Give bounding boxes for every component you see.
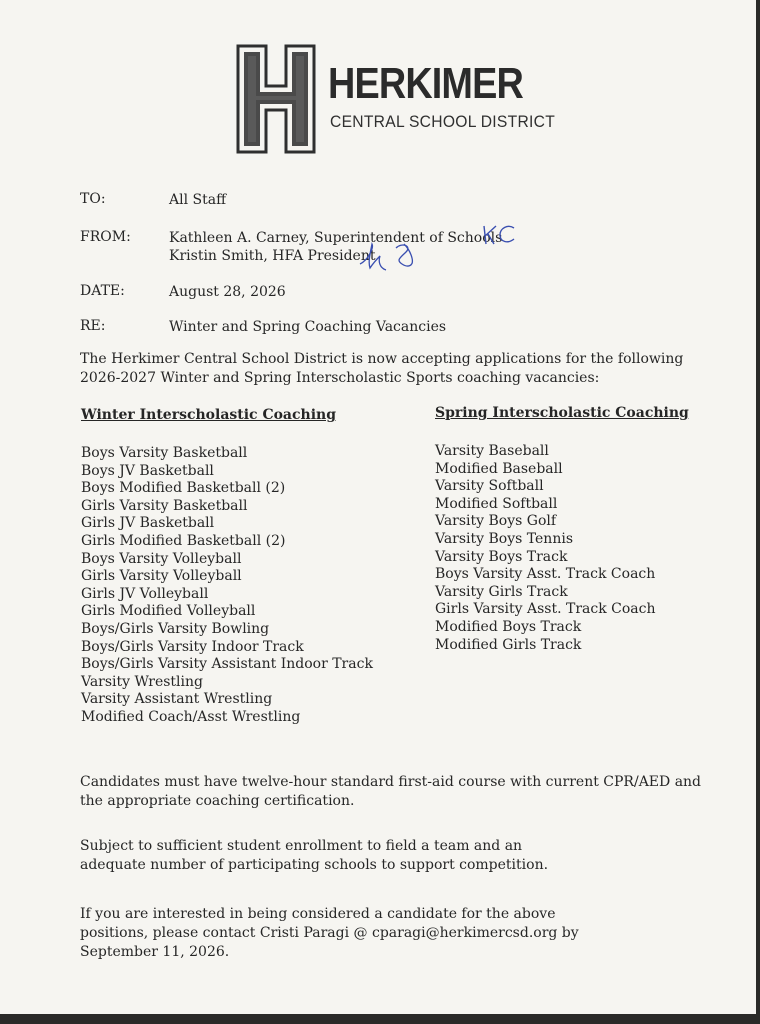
to-label: TO: [80,191,106,207]
list-item: Modified Baseball [435,460,563,477]
list-item: Boys Varsity Volleyball [81,550,242,567]
requirements-paragraph: Candidates must have twelve-hour standard first-aid course with current CPR/AED and the appropriate coaching certification. [80,774,702,809]
list-item: Boys/Girls Varsity Bowling [81,620,270,637]
re-value: Winter and Spring Coaching Vacancies [169,319,447,335]
conditions-paragraph: Subject to sufficient student enrollment to field a team and an adequate number of participating schools to support competition. [80,838,549,873]
list-item: Modified Softball [435,495,558,512]
district-logo [236,44,556,156]
spring-heading: Spring Interscholastic Coaching [435,405,689,421]
list-item: Modified Coach/Asst Wrestling [81,708,301,725]
winter-list [81,445,373,727]
superintendent-initials-signature [480,222,520,248]
list-item: Boys JV Basketball [81,462,214,479]
list-item: Girls Varsity Volleyball [81,568,242,585]
list-item: Boys Varsity Asst. Track Coach [435,566,656,583]
list-item: Boys Varsity Basketball [81,445,248,461]
list-item: Varsity Softball [435,478,544,495]
list-item: Boys/Girls Varsity Indoor Track [81,638,304,655]
date-value: August 28, 2026 [169,284,286,300]
to-value: All Staff [169,192,227,208]
list-item: Varsity Baseball [435,443,549,459]
list-item: Boys Modified Basketball (2) [81,480,286,497]
list-item: Modified Girls Track [435,636,582,653]
list-item: Girls Modified Volleyball [81,603,256,620]
list-item: Modified Boys Track [435,618,582,635]
winter-coaching-column [81,406,373,727]
list-item: Girls Varsity Asst. Track Coach [435,601,656,618]
from-line-2: Kristin Smith, HFA President [169,248,376,264]
president-initials-signature [356,240,422,274]
from-label: FROM: [80,229,131,245]
list-item: Varsity Assistant Wrestling [81,691,273,708]
list-item: Girls Modified Basketball (2) [81,532,286,549]
spring-list [435,443,689,654]
h-monogram-logo [236,44,316,154]
spring-coaching-column [435,404,689,654]
list-item: Girls JV Volleyball [81,585,209,602]
re-label: RE: [80,318,106,334]
list-item: Varsity Girls Track [435,583,568,600]
district-name: HERKIMER [328,59,523,108]
list-item: Girls JV Basketball [81,515,215,532]
contact-paragraph: If you are interested in being considered a candidate for the above positions, please contact Cristi Paragi @ cparagi@herkimercsd.org by September 11, 2026. [80,906,579,960]
list-item: Varsity Wrestling [81,673,203,690]
list-item: Varsity Boys Track [435,548,568,565]
list-item: Varsity Boys Golf [435,513,557,530]
winter-heading: Winter Interscholastic Coaching [81,407,336,423]
intro-paragraph: The Herkimer Central School District is now accepting applications for the following 2026-2027 Winter and Spring Interscholastic Sports coaching vacancies: [80,351,684,386]
list-item: Varsity Boys Tennis [435,530,574,547]
list-item: Boys/Girls Varsity Assistant Indoor Track [81,656,373,673]
district-subtitle: CENTRAL SCHOOL DISTRICT [330,112,556,131]
from-line-1: Kathleen A. Carney, Superintendent of Schools [169,230,503,246]
list-item: Girls Varsity Basketball [81,497,248,514]
date-label: DATE: [80,283,125,299]
